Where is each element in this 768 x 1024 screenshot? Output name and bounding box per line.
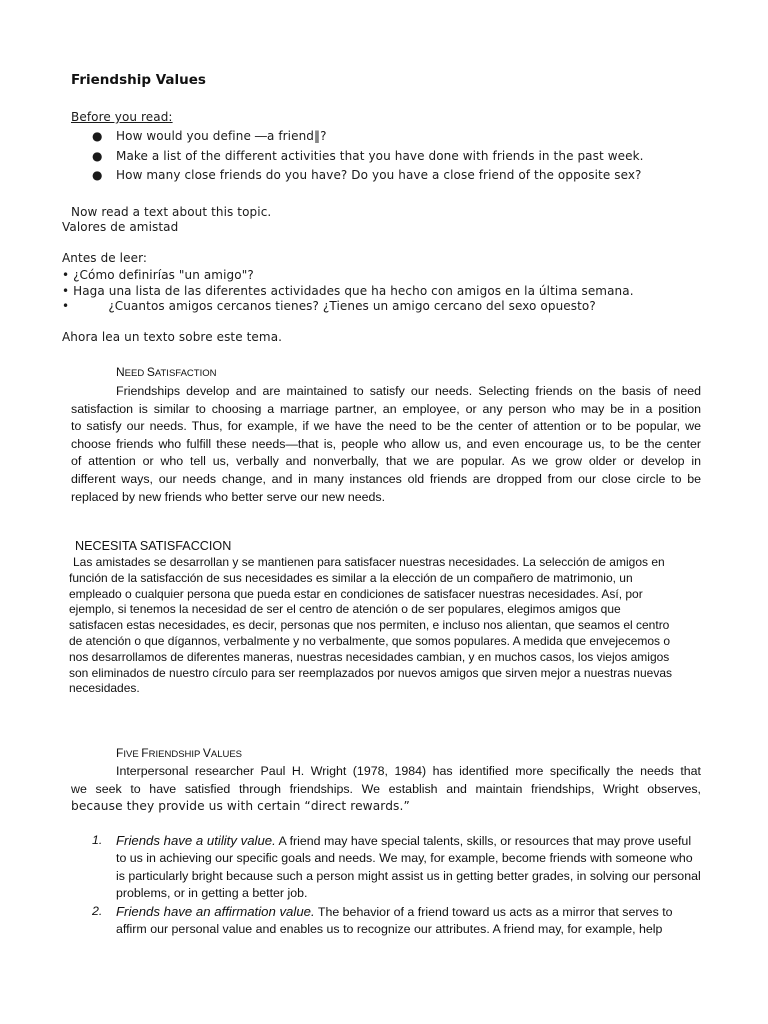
section-heading-need-satisfaction: NEED SATISFACTION [116,365,217,379]
paragraph-line: Las amistades se desarrollan y se mantienen para satisfacer nuestras necesidades. La selección de amigos en [73,555,665,569]
ahora-lea-line: Ahora lea un texto sobre este tema. [62,330,283,344]
before-you-read-label: Before you read: [71,110,173,124]
document-title: Friendship Values [71,72,206,88]
list-item: • ¿Cuantos amigos cercanos tienes? ¿Tienes un amigo cercano del sexo opuesto? [62,299,596,313]
paragraph-line: nos desarrollamos de diferentes maneras, nuestras necesidades cambian, y en muchos casos, los viejos amigos [69,649,670,664]
paragraph-line: son eliminados de nuestro círculo para ser reemplazados por nuevos amigos que sirven mejor a nuestras nuevas [69,665,672,680]
paragraph-line: replaced by new friends who better serve our new needs. [71,489,386,504]
bullet-icon: ● [92,149,103,163]
paragraph-line: satisfacen estas necesidades, es decir, personas que nos permiten, e incluso nos alientan, que seamos el centro [69,618,670,633]
friendship-values-list [92,832,702,938]
list-item: ● How would you define ―a friend‖? [92,129,327,143]
five-values-intro-paragraph [71,763,701,816]
paragraph-line: empleado o cualquier persona que pueda estar en condiciones de satisfacer nuestras necesidades. Así, por [69,586,643,601]
paragraph-line: función de la satisfacción de sus necesidades es similar a la elección de un compañero de matrimonio, un [69,570,633,585]
paragraph-line: satisfaction is similar to choosing a marriage partner, an employee, or any person who may be in a position [71,401,701,416]
now-read-line: Now read a text about this topic. [71,205,272,219]
value-text: A friend may have special talents, skills, or resources that may prove useful to us in achieving our specific goals and needs. We may, for example, become friends with someone who is particularly bright because such a person might assist us in getting better grades, in solving our personal problems, or in getting a better job. [116,834,701,901]
necesita-satisfaccion-paragraph [69,555,709,697]
paragraph-line: to satisfy our needs. Thus, for example, if we have the need to be the center of attention or to be popular, we [71,419,701,434]
paragraph-line: different ways, our needs change, and in many instances old friends are dropped from our close circle to be [71,471,701,486]
list-number: 2. [92,903,103,918]
list-item: • Haga una lista de las diferentes actividades que ha hecho con amigos en la última semana. [62,284,634,298]
paragraph-line: de atención o que dígannos, verbalmente y no verbalmente, que somos populares. A medida que envejecemos o [69,633,671,648]
value-lead: Friends have an affirmation value. [116,903,315,919]
list-item [92,903,702,939]
need-satisfaction-paragraph [71,383,701,506]
list-item: ● How many close friends do you have? Do you have a close friend of the opposite sex? [92,168,642,182]
list-number: 1. [92,833,103,847]
value-lead: Friends have a utility value. [116,833,276,848]
list-item: • ¿Cómo definirías "un amigo"? [62,268,254,282]
paragraph-line: ejemplo, si tenemos la necesidad de ser el centro de atención o de ser populares, elegimos amigos que [69,602,621,617]
section-heading-five-friendship-values: FIVE FRIENDSHIP VALUES [116,746,243,760]
paragraph-line: Friendships develop and are maintained to satisfy our needs. Selecting friends on the basis of need [116,384,701,398]
paragraph-line: we seek to have satisfied through friendships. We establish and maintain friendships, Wright observes, [71,781,701,796]
bullet-icon: ● [92,129,103,143]
section-heading-necesita-satisfaccion: NECESITA SATISFACCION [75,539,232,553]
list-item [92,832,702,903]
paragraph-line: of attention or who tell us, verbally and nonverbally, that we are popular. As we grow older or develop in [71,454,701,469]
paragraph-line: choose friends who fulfill these needs—that is, people who allow us, and even encourage us, to be the center [71,436,701,451]
value-text: The behavior of a friend toward us acts as a mirror that serves to affirm our personal value and enables us to recognize our attributes. A friend may, for example, help [116,904,673,937]
paragraph-line: because they provide us with certain “direct rewards.” [71,799,410,814]
bullet-icon: ● [92,168,103,182]
list-item: ● Make a list of the different activities that you have done with friends in the past week. [92,149,644,163]
paragraph-line: necesidades. [69,681,140,696]
paragraph-line: Interpersonal researcher Paul H. Wright (1978, 1984) has identified more specifically the needs that [116,764,701,778]
antes-de-leer-label: Antes de leer: [62,251,148,265]
spanish-title: Valores de amistad [62,220,179,234]
